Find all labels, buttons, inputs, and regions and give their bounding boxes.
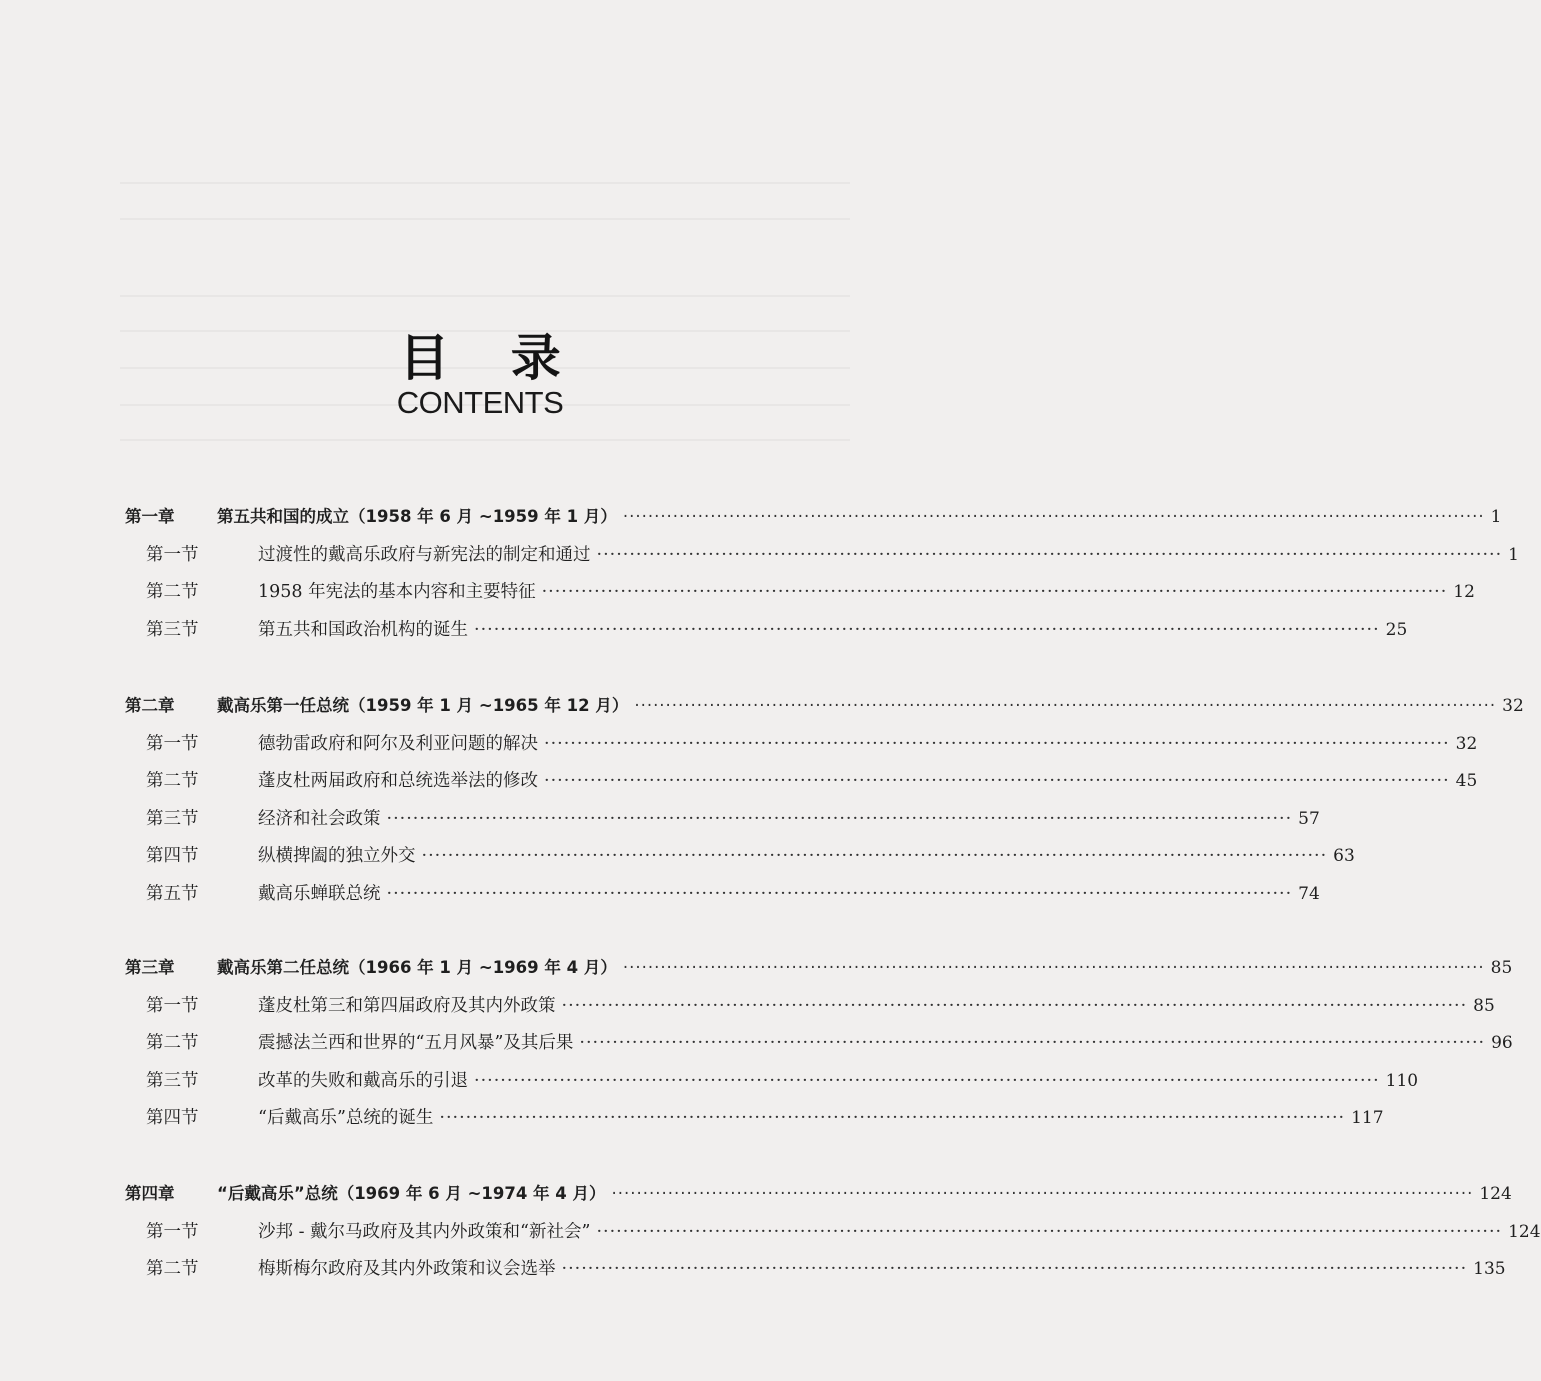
section-row[interactable]	[0, 578, 1475, 606]
bleed-through-line	[120, 295, 850, 297]
section-title: 蓬皮杜第三和第四届政府及其内外政策	[258, 995, 556, 1016]
section-number: 第一节	[146, 1221, 199, 1242]
page-number: 1	[1490, 507, 1502, 527]
section-row[interactable]	[0, 1029, 1513, 1057]
section-number: 第二节	[146, 771, 199, 792]
page-number: 110	[1385, 1070, 1419, 1091]
dot-leader	[544, 771, 1450, 791]
page-number: 32	[1502, 696, 1524, 716]
dot-leader	[474, 1071, 1380, 1091]
section-title: 梅斯梅尔政府及其内外政策和议会选举	[258, 1259, 556, 1280]
chapter-number: 第二章	[125, 696, 175, 715]
section-title: 第五共和国政治机构的诞生	[258, 619, 468, 640]
page-number: 85	[1473, 995, 1495, 1016]
section-row[interactable]	[0, 1067, 1419, 1095]
section-title: 经济和社会政策	[258, 808, 381, 829]
bleed-through-line	[120, 439, 850, 441]
section-number: 第三节	[146, 1070, 199, 1091]
dot-leader	[422, 846, 1328, 866]
section-row[interactable]	[0, 616, 1408, 644]
section-title: “后戴高乐”总统的诞生	[258, 1108, 434, 1129]
section-number: 第一节	[146, 995, 199, 1016]
section-row[interactable]	[0, 880, 1320, 908]
page-number: 124	[1479, 1184, 1512, 1204]
dot-leader	[439, 1108, 1345, 1128]
section-title: 德勃雷政府和阿尔及利亚问题的解决	[258, 733, 538, 754]
dot-leader	[579, 1033, 1485, 1053]
chapter-row[interactable]	[0, 503, 1502, 531]
dot-leader	[562, 996, 1468, 1016]
chapter-title: 戴高乐第一任总统（1959 年 1 月 ~1965 年 12 月）	[217, 696, 629, 715]
chapter-number: 第三章	[125, 958, 175, 977]
section-number: 第二节	[146, 1259, 199, 1280]
section-number: 第二节	[146, 1033, 199, 1054]
page-number: 74	[1298, 884, 1320, 904]
section-row[interactable]	[0, 805, 1320, 833]
dot-leader	[612, 1184, 1474, 1203]
page-number: 45	[1455, 771, 1478, 792]
chapter-row[interactable]	[0, 1180, 1512, 1208]
chapter-row[interactable]	[0, 692, 1524, 720]
page-number: 57	[1298, 808, 1320, 829]
dot-leader	[634, 696, 1496, 715]
dot-leader	[542, 582, 1448, 602]
dot-leader	[387, 884, 1293, 904]
page-number: 63	[1333, 846, 1355, 867]
bleed-through-line	[120, 182, 850, 184]
section-title: 戴高乐蝉联总统	[258, 884, 381, 904]
chapter-number: 第一章	[125, 507, 175, 526]
page-number: 25	[1385, 619, 1408, 640]
section-title: 蓬皮杜两届政府和总统选举法的修改	[258, 771, 538, 792]
section-number: 第四节	[146, 846, 199, 867]
section-title: 纵横捭阖的独立外交	[258, 846, 416, 867]
chapter-title: “后戴高乐”总统（1969 年 6 月 ~1974 年 4 月）	[217, 1184, 606, 1203]
page-number: 96	[1491, 1033, 1513, 1054]
page-number: 124	[1508, 1221, 1541, 1242]
section-row[interactable]	[0, 842, 1355, 870]
section-title: 1958 年宪法的基本内容和主要特征	[258, 582, 536, 603]
page-number: 85	[1490, 958, 1513, 978]
section-number: 第一节	[146, 733, 199, 754]
section-number: 第三节	[146, 619, 199, 640]
section-row[interactable]	[0, 992, 1495, 1020]
section-number: 第四节	[146, 1108, 199, 1129]
section-row[interactable]	[0, 1255, 1506, 1283]
section-number: 第三节	[146, 808, 199, 829]
dot-leader	[623, 507, 1485, 526]
page-number: 32	[1455, 733, 1478, 754]
section-number: 第二节	[146, 582, 199, 603]
contents-heading	[0, 330, 960, 420]
chapter-title: 第五共和国的成立（1958 年 6 月 ~1959 年 1 月）	[217, 507, 617, 526]
section-row[interactable]	[0, 730, 1478, 758]
section-number: 第一节	[146, 544, 199, 565]
dot-leader	[623, 958, 1485, 977]
chapter-row[interactable]	[0, 954, 1513, 982]
dot-leader	[596, 1222, 1502, 1242]
section-row[interactable]	[0, 1218, 1541, 1246]
section-row[interactable]	[0, 541, 1519, 569]
section-title: 震撼法兰西和世界的“五月风暴”及其后果	[258, 1033, 574, 1054]
dot-leader	[387, 809, 1293, 829]
section-title: 过渡性的戴高乐政府与新宪法的制定和通过	[258, 544, 591, 565]
dot-leader	[474, 620, 1380, 640]
dot-leader	[562, 1259, 1468, 1279]
page-title-english: CONTENTS	[396, 385, 564, 420]
section-row[interactable]	[0, 1104, 1384, 1132]
dot-leader	[544, 734, 1450, 754]
page-title-chinese: 目 录	[399, 329, 583, 387]
section-title: 沙邦 - 戴尔马政府及其内外政策和“新社会”	[258, 1221, 591, 1242]
bleed-through-line	[120, 218, 850, 220]
section-row[interactable]	[0, 767, 1478, 795]
chapter-title: 戴高乐第二任总统（1966 年 1 月 ~1969 年 4 月）	[217, 958, 617, 977]
page-number: 1	[1508, 544, 1519, 565]
chapter-number: 第四章	[125, 1184, 175, 1203]
dot-leader	[597, 545, 1503, 565]
section-title: 改革的失败和戴高乐的引退	[258, 1070, 468, 1091]
section-number: 第五节	[146, 884, 199, 904]
page-number: 135	[1473, 1259, 1506, 1280]
page-number: 12	[1453, 582, 1475, 603]
page-number: 117	[1351, 1108, 1384, 1129]
